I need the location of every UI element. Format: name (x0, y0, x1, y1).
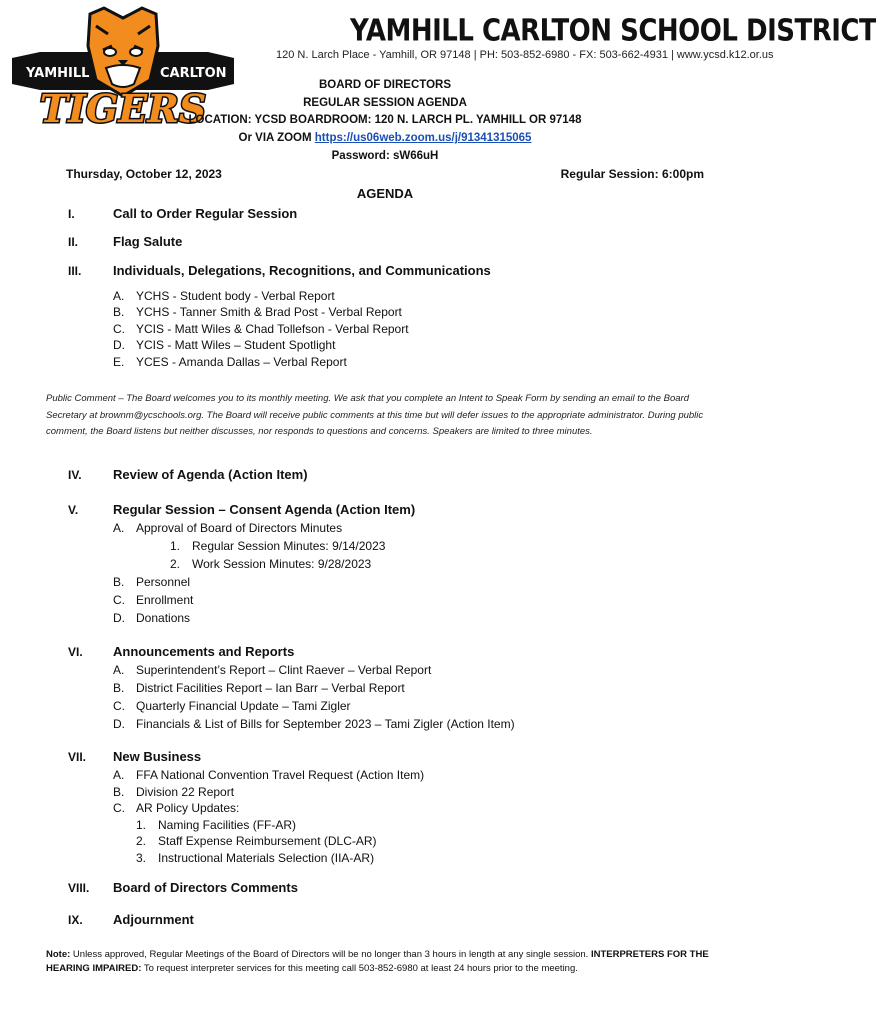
list-item: D. Donations (113, 611, 191, 625)
section-title: Call to Order Regular Session (113, 206, 298, 221)
svg-text:CARLTON: CARLTON (160, 66, 227, 81)
section-number: II. (68, 235, 79, 249)
section-number: VIII. (68, 881, 90, 895)
list-item: B. District Facilities Report – Ian Barr – Verbal Report (113, 681, 405, 695)
agenda-title: AGENDA (356, 186, 414, 201)
meeting-date: Thursday, October 12, 2023 (66, 167, 222, 181)
list-item: A. YCHS - Student body - Verbal Report (113, 289, 335, 303)
list-item: A. Approval of Board of Directors Minutes (113, 521, 343, 535)
list-item: E. YCES - Amanda Dallas – Verbal Report (113, 355, 347, 369)
list-item: B. Personnel (113, 575, 191, 589)
sub-list-item: 2. Work Session Minutes: 9/28/2023 (170, 557, 372, 571)
interpreter-label: INTERPRETERS FOR THE HEARING IMPAIRED: (46, 949, 709, 974)
section-number: VI. (68, 645, 83, 659)
note-text: Unless approved, Regular Meetings of the Board of Directors will be no longer than 3 hours in length at any single session. (70, 949, 591, 960)
section-number: VII. (68, 750, 87, 764)
section-title: Regular Session – Consent Agenda (Action Item) (113, 502, 416, 517)
section-number: V. (68, 503, 79, 517)
section-title: Announcements and Reports (113, 644, 295, 659)
header-location: LOCATION: YCSD BOARDROOM: 120 N. LARCH PL. YAMHILL OR 97148 (188, 114, 582, 126)
sub-list-item: 3. Instructional Materials Selection (IIA-AR) (136, 851, 375, 865)
list-item: C. AR Policy Updates: (113, 801, 240, 815)
section-number: III. (68, 264, 82, 278)
section-number: I. (68, 207, 75, 221)
section-number: IX. (68, 913, 83, 927)
section-number: IV. (68, 468, 82, 482)
sub-list-item: 1. Naming Facilities (FF-AR) (136, 818, 297, 832)
public-comment: Public Comment – The Board welcomes you to its monthly meeting. We ask that you complete an Intent to Speak Form by sending an email to the Board Secretary at brownm@ycschools.org. The Board will receive public comments at this time but will defer issues to the appropriate administrator. During public comment, the Board listens but neither discusses, nor responds to questions and concerns. Speakers are limited to three minutes. (46, 393, 704, 438)
sub-list-item: 1. Regular Session Minutes: 9/14/2023 (170, 539, 386, 553)
header-session: REGULAR SESSION AGENDA (303, 97, 467, 109)
header-board: BOARD OF DIRECTORS (318, 79, 452, 91)
footer-note (46, 948, 726, 976)
section-title: New Business (113, 749, 202, 764)
list-item: A. FFA National Convention Travel Request (Action Item) (113, 768, 425, 782)
tigers-logo (8, 6, 238, 131)
list-item: C. Enrollment (113, 593, 194, 607)
district-contact: 120 N. Larch Place - Yamhill, OR 97148 | PH: 503-852-6980 - FX: 503-662-4931 | www.ycsd.k12.or.us (276, 49, 774, 61)
list-item: D. Financials & List of Bills for September 2023 – Tami Zigler (Action Item) (113, 717, 515, 731)
list-item: A. Superintendent’s Report – Clint Raever – Verbal Report (113, 663, 432, 677)
list-item: C. Quarterly Financial Update – Tami Zigler (113, 699, 351, 713)
zoom-link[interactable]: https://us06web.zoom.us/j/91341315065 (314, 132, 532, 144)
section-title: Flag Salute (113, 234, 183, 249)
list-item: B. Division 22 Report (113, 785, 235, 799)
section-title: Adjournment (113, 912, 194, 927)
interpreter-text: To request interpreter services for this meeting call 503-852-6980 at least 24 hours prior to the meeting. (141, 963, 578, 974)
list-item: D. YCIS - Matt Wiles – Student Spotlight (113, 338, 336, 352)
list-item: C. YCIS - Matt Wiles & Chad Tollefson - Verbal Report (113, 322, 409, 336)
svg-text:YAMHILL: YAMHILL (26, 66, 90, 81)
list-item: B. YCHS - Tanner Smith & Brad Post - Verbal Report (113, 305, 402, 319)
section-title: Board of Directors Comments (113, 880, 298, 895)
note-label: Note: (46, 949, 71, 960)
zoom-prefix: Or VIA ZOOM (238, 132, 315, 144)
session-time: Regular Session: 6:00pm (560, 167, 704, 181)
sub-list-item: 2. Staff Expense Reimbursement (DLC-AR) (136, 834, 377, 848)
header-password: Password: sW66uH (331, 150, 439, 162)
svg-text:TIGERS: TIGERS (39, 86, 207, 131)
section-title: Individuals, Delegations, Recognitions, and Communications (113, 263, 491, 278)
header-zoom (0, 132, 770, 144)
district-name: YAMHILL CARLTON SCHOOL DISTRICT (350, 14, 876, 49)
section-title: Review of Agenda (Action Item) (113, 467, 308, 482)
